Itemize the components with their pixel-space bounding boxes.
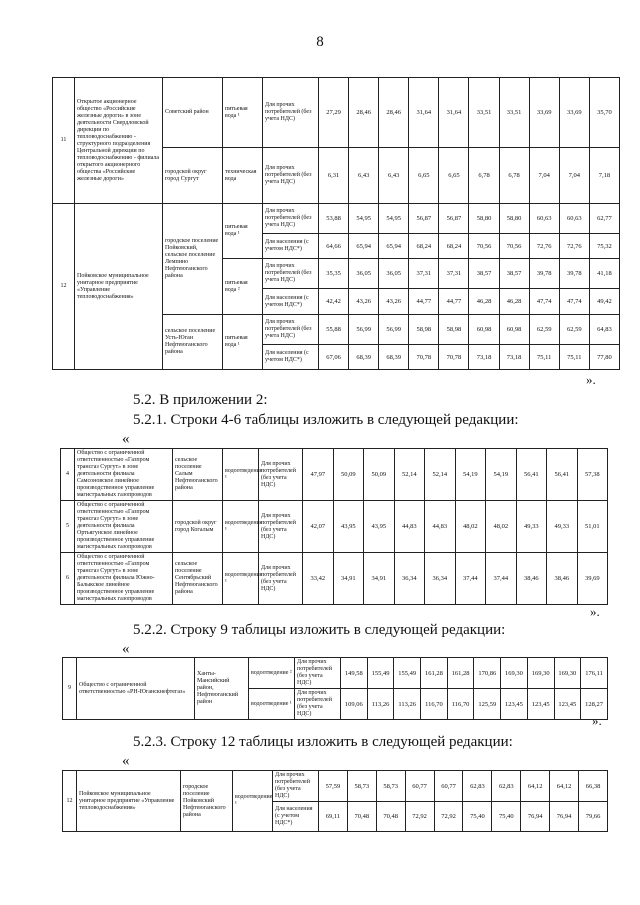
row-number: 11 <box>53 78 75 204</box>
tariff-value: 39,78 <box>529 259 559 289</box>
tariff-value: 44,83 <box>425 501 456 553</box>
closing-quote: ». <box>586 372 596 387</box>
tariff-value: 77,80 <box>589 345 619 370</box>
row-number: 4 <box>61 449 75 501</box>
tariff-value: 34,91 <box>364 553 395 605</box>
consumer-cell: Для населения (с учетом НДС*) <box>263 289 319 315</box>
consumer-cell: Для прочих потребителей (без учета НДС) <box>295 658 341 689</box>
tariff-value: 6,65 <box>439 148 469 204</box>
tariff-value: 72,76 <box>529 234 559 259</box>
tariff-value: 43,26 <box>349 289 379 315</box>
tariff-value: 62,59 <box>529 315 559 345</box>
tariff-value: 7,04 <box>529 148 559 204</box>
tariff-value: 75,11 <box>559 345 589 370</box>
tariff-value: 70,56 <box>499 234 529 259</box>
tariff-value: 42,07 <box>303 501 334 553</box>
tariff-value: 27,29 <box>319 78 349 148</box>
tariff-value: 6,31 <box>319 148 349 204</box>
tariff-value: 28,46 <box>349 78 379 148</box>
tariff-value: 49,42 <box>589 289 619 315</box>
tariff-value: 161,28 <box>447 658 474 689</box>
service-cell: питьевая вода ¹ <box>223 78 263 148</box>
tariff-value: 123,45 <box>501 689 528 720</box>
territory-cell: сельское поселение Усть-Юган Нефтеюганского района <box>163 315 223 370</box>
tariff-value: 55,88 <box>319 315 349 345</box>
tariff-value: 33,51 <box>469 78 499 148</box>
tariff-value: 65,94 <box>349 234 379 259</box>
tariff-value: 64,83 <box>589 315 619 345</box>
tariff-value: 46,28 <box>469 289 499 315</box>
tariff-value: 75,11 <box>529 345 559 370</box>
tariff-table-1 <box>52 77 620 370</box>
tariff-value: 48,02 <box>486 501 517 553</box>
table-row <box>63 658 608 689</box>
territory-cell: сельское поселение Сентябрьский Нефтеюганского района <box>173 553 223 605</box>
table-row <box>61 449 608 501</box>
paragraph-5-2-1: 5.2.1. Строки 4-6 таблицы изложить в следующей редакции: <box>133 412 519 428</box>
tariff-value: 68,39 <box>349 345 379 370</box>
tariff-value: 109,06 <box>341 689 368 720</box>
organization-cell: Пойковское муниципальное унитарное предприятие «Управление тепловодоснабжения» <box>75 204 163 370</box>
tariff-value: 70,78 <box>409 345 439 370</box>
tariff-value: 50,09 <box>364 449 395 501</box>
tariff-value: 37,44 <box>486 553 517 605</box>
opening-quote: « <box>122 641 130 657</box>
tariff-value: 76,94 <box>521 802 550 832</box>
tariff-value: 113,26 <box>394 689 421 720</box>
tariff-value: 37,31 <box>439 259 469 289</box>
page-number: 8 <box>316 34 324 50</box>
service-cell: питьевая вода ¹ <box>223 315 263 370</box>
tariff-value: 31,64 <box>439 78 469 148</box>
tariff-value: 113,26 <box>367 689 394 720</box>
service-cell: техническая вода <box>223 148 263 204</box>
closing-quote: ». <box>590 604 600 619</box>
tariff-value: 33,51 <box>499 78 529 148</box>
tariff-value: 58,73 <box>376 771 405 802</box>
tariff-value: 52,14 <box>394 449 425 501</box>
tariff-value: 58,73 <box>347 771 376 802</box>
tariff-value: 7,04 <box>559 148 589 204</box>
tariff-value: 44,83 <box>394 501 425 553</box>
tariff-value: 72,92 <box>405 802 434 832</box>
tariff-table-2 <box>60 448 608 605</box>
tariff-value: 46,28 <box>499 289 529 315</box>
tariff-value: 75,40 <box>463 802 492 832</box>
tariff-value: 64,66 <box>319 234 349 259</box>
tariff-value: 72,92 <box>434 802 463 832</box>
tariff-value: 155,49 <box>394 658 421 689</box>
paragraph-5-2: 5.2. В приложении 2: <box>133 392 268 408</box>
territory-cell: городской округ город Когалым <box>173 501 223 553</box>
organization-cell: Пойковское муниципальное унитарное предприятие «Управление тепловодоснабжения» <box>77 771 181 832</box>
tariff-value: 60,77 <box>405 771 434 802</box>
tariff-value: 128,27 <box>581 689 608 720</box>
tariff-value: 75,32 <box>589 234 619 259</box>
table-row <box>53 204 620 234</box>
consumer-cell: Для прочих потребителей (без учета НДС) <box>259 553 303 605</box>
tariff-value: 34,91 <box>333 553 364 605</box>
tariff-value: 116,70 <box>421 689 448 720</box>
territory-cell: Ханты-Мансийский район, Нефтеюганский район <box>195 658 249 720</box>
tariff-value: 41,18 <box>589 259 619 289</box>
tariff-value: 31,64 <box>409 78 439 148</box>
territory-cell: сельское поселение Салым Нефтеюганского района <box>173 449 223 501</box>
tariff-value: 33,69 <box>529 78 559 148</box>
tariff-value: 52,14 <box>425 449 456 501</box>
tariff-value: 58,80 <box>499 204 529 234</box>
tariff-value: 44,77 <box>409 289 439 315</box>
service-cell: водоотведение ¹ <box>233 771 273 832</box>
table-row <box>61 501 608 553</box>
tariff-table-4 <box>62 770 608 832</box>
tariff-value: 123,45 <box>554 689 581 720</box>
tariff-value: 60,98 <box>499 315 529 345</box>
tariff-value: 38,57 <box>469 259 499 289</box>
territory-cell: Советский район <box>163 78 223 148</box>
row-number: 12 <box>63 771 77 832</box>
tariff-value: 62,77 <box>589 204 619 234</box>
consumer-cell: Для населения (с учетом НДС*) <box>263 234 319 259</box>
table-row <box>61 553 608 605</box>
consumer-cell: Для прочих потребителей (без учета НДС) <box>259 449 303 501</box>
tariff-value: 6,65 <box>409 148 439 204</box>
tariff-value: 60,63 <box>559 204 589 234</box>
service-cell: питьевая вода ² <box>223 259 263 315</box>
tariff-value: 39,78 <box>559 259 589 289</box>
tariff-value: 6,78 <box>469 148 499 204</box>
tariff-value: 33,69 <box>559 78 589 148</box>
tariff-value: 65,94 <box>379 234 409 259</box>
tariff-value: 56,87 <box>409 204 439 234</box>
tariff-value: 72,76 <box>559 234 589 259</box>
tariff-value: 28,46 <box>379 78 409 148</box>
tariff-value: 73,18 <box>499 345 529 370</box>
tariff-value: 37,44 <box>455 553 486 605</box>
tariff-value: 58,80 <box>469 204 499 234</box>
organization-cell: Общество с ограниченной ответственностью «Газпром трансгаз Сургут» в зоне деятельности филиала Самсоновское линейное производственное управление магистральных газопроводов <box>75 449 173 501</box>
tariff-value: 6,43 <box>349 148 379 204</box>
tariff-value: 67,06 <box>319 345 349 370</box>
tariff-value: 62,59 <box>559 315 589 345</box>
service-cell: водоотведение ¹ <box>223 501 259 553</box>
tariff-value: 123,45 <box>527 689 554 720</box>
tariff-value: 149,58 <box>341 658 368 689</box>
organization-cell: Общество с ограниченной ответственностью «РН-Юганскнефтегаз» <box>77 658 195 720</box>
row-number: 9 <box>63 658 77 720</box>
opening-quote: « <box>122 431 130 447</box>
service-cell: водоотведение ¹ <box>223 553 259 605</box>
tariff-value: 60,77 <box>434 771 463 802</box>
table-row <box>53 78 620 148</box>
tariff-value: 56,99 <box>379 315 409 345</box>
tariff-value: 68,39 <box>379 345 409 370</box>
tariff-value: 7,18 <box>589 148 619 204</box>
tariff-value: 48,02 <box>455 501 486 553</box>
tariff-value: 49,33 <box>516 501 547 553</box>
tariff-value: 37,31 <box>409 259 439 289</box>
tariff-value: 69,11 <box>319 802 348 832</box>
tariff-value: 66,38 <box>579 771 608 802</box>
opening-quote: « <box>122 753 130 769</box>
tariff-value: 161,28 <box>421 658 448 689</box>
consumer-cell: Для прочих потребителей (без учета НДС) <box>259 501 303 553</box>
tariff-value: 35,35 <box>319 259 349 289</box>
tariff-value: 79,66 <box>579 802 608 832</box>
tariff-value: 57,59 <box>319 771 348 802</box>
territory-cell: городской округ город Сургут <box>163 148 223 204</box>
tariff-value: 6,43 <box>379 148 409 204</box>
tariff-value: 39,69 <box>577 553 608 605</box>
tariff-value: 75,40 <box>492 802 521 832</box>
consumer-cell: Для прочих потребителей (без учета НДС) <box>263 315 319 345</box>
organization-cell: Общество с ограниченной ответственностью «Газпром трансгаз Сургут» в зоне деятельности филиала Ортьягунское линейное производственное управление магистральных газопроводов <box>75 501 173 553</box>
consumer-cell: Для прочих потребителей (без учета НДС) <box>263 78 319 148</box>
paragraph-5-2-3: 5.2.3. Строку 12 таблицы изложить в следующей редакции: <box>133 734 513 750</box>
tariff-value: 38,46 <box>547 553 578 605</box>
tariff-value: 155,49 <box>367 658 394 689</box>
tariff-value: 170,86 <box>474 658 501 689</box>
tariff-value: 36,05 <box>349 259 379 289</box>
row-number: 12 <box>53 204 75 370</box>
consumer-cell: Для прочих потребителей (без учета НДС) <box>263 259 319 289</box>
tariff-value: 68,24 <box>439 234 469 259</box>
consumer-cell: Для прочих потребителей (без учета НДС) <box>263 148 319 204</box>
organization-cell: Открытое акционерное общество «Российские железные дороги» в зоне деятельности Свердловской дирекции по тепловодоснабжению - структурного подразделения Центральной дирекции по тепловодоснабжению - филиала открытого акционерного общества «Российские железные дороги» <box>75 78 163 204</box>
tariff-value: 36,34 <box>425 553 456 605</box>
tariff-value: 6,78 <box>499 148 529 204</box>
tariff-value: 47,74 <box>559 289 589 315</box>
tariff-value: 54,95 <box>379 204 409 234</box>
tariff-value: 50,09 <box>333 449 364 501</box>
tariff-value: 169,30 <box>501 658 528 689</box>
service-cell: водоотведение ¹ <box>249 689 295 720</box>
tariff-value: 68,24 <box>409 234 439 259</box>
service-cell: водоотведение ² <box>249 658 295 689</box>
tariff-value: 36,05 <box>379 259 409 289</box>
tariff-value: 35,70 <box>589 78 619 148</box>
tariff-value: 56,41 <box>547 449 578 501</box>
tariff-value: 62,83 <box>492 771 521 802</box>
tariff-value: 53,88 <box>319 204 349 234</box>
paragraph-5-2-2: 5.2.2. Строку 9 таблицы изложить в следующей редакции: <box>133 622 506 638</box>
tariff-table-3 <box>62 657 608 720</box>
tariff-value: 169,30 <box>554 658 581 689</box>
tariff-value: 73,18 <box>469 345 499 370</box>
tariff-value: 64,12 <box>521 771 550 802</box>
tariff-value: 44,77 <box>439 289 469 315</box>
territory-cell: городское поселение Пойковский Нефтеюганского района <box>181 771 233 832</box>
tariff-value: 64,12 <box>550 771 579 802</box>
tariff-value: 47,97 <box>303 449 334 501</box>
tariff-value: 33,42 <box>303 553 334 605</box>
tariff-value: 169,30 <box>527 658 554 689</box>
tariff-value: 43,26 <box>379 289 409 315</box>
consumer-cell: Для прочих потребителей (без учета НДС) <box>263 204 319 234</box>
tariff-value: 43,95 <box>364 501 395 553</box>
tariff-value: 54,95 <box>349 204 379 234</box>
closing-quote: ». <box>592 713 602 728</box>
tariff-value: 36,34 <box>394 553 425 605</box>
tariff-value: 125,59 <box>474 689 501 720</box>
tariff-value: 60,63 <box>529 204 559 234</box>
consumer-cell: Для населения (с учетом НДС*) <box>273 802 319 832</box>
tariff-value: 54,19 <box>455 449 486 501</box>
tariff-value: 70,48 <box>376 802 405 832</box>
tariff-value: 116,70 <box>447 689 474 720</box>
tariff-value: 38,57 <box>499 259 529 289</box>
tariff-value: 57,38 <box>577 449 608 501</box>
territory-cell: городское поселение Пойковский, сельское поселение Лемпино Нефтеюганского района <box>163 204 223 315</box>
tariff-value: 70,78 <box>439 345 469 370</box>
tariff-value: 62,83 <box>463 771 492 802</box>
tariff-value: 42,42 <box>319 289 349 315</box>
tariff-value: 58,98 <box>439 315 469 345</box>
tariff-value: 56,41 <box>516 449 547 501</box>
tariff-value: 56,87 <box>439 204 469 234</box>
tariff-value: 51,01 <box>577 501 608 553</box>
consumer-cell: Для населения (с учетом НДС*) <box>263 345 319 370</box>
tariff-value: 38,46 <box>516 553 547 605</box>
tariff-value: 70,56 <box>469 234 499 259</box>
tariff-value: 60,98 <box>469 315 499 345</box>
service-cell: водоотведение ¹ <box>223 449 259 501</box>
tariff-value: 43,95 <box>333 501 364 553</box>
tariff-value: 49,33 <box>547 501 578 553</box>
consumer-cell: Для прочих потребителей (без учета НДС) <box>295 689 341 720</box>
organization-cell: Общество с ограниченной ответственностью «Газпром трансгаз Сургут» в зоне деятельности филиала Южно-Балыкское линейное производственное управление магистральных газопроводов <box>75 553 173 605</box>
tariff-value: 56,99 <box>349 315 379 345</box>
row-number: 5 <box>61 501 75 553</box>
tariff-value: 176,11 <box>581 658 608 689</box>
tariff-value: 58,98 <box>409 315 439 345</box>
tariff-value: 47,74 <box>529 289 559 315</box>
tariff-value: 54,19 <box>486 449 517 501</box>
tariff-value: 76,94 <box>550 802 579 832</box>
consumer-cell: Для прочих потребителей (без учета НДС) <box>273 771 319 802</box>
table-row <box>63 771 608 802</box>
row-number: 6 <box>61 553 75 605</box>
tariff-value: 70,48 <box>347 802 376 832</box>
service-cell: питьевая вода ¹ <box>223 204 263 259</box>
